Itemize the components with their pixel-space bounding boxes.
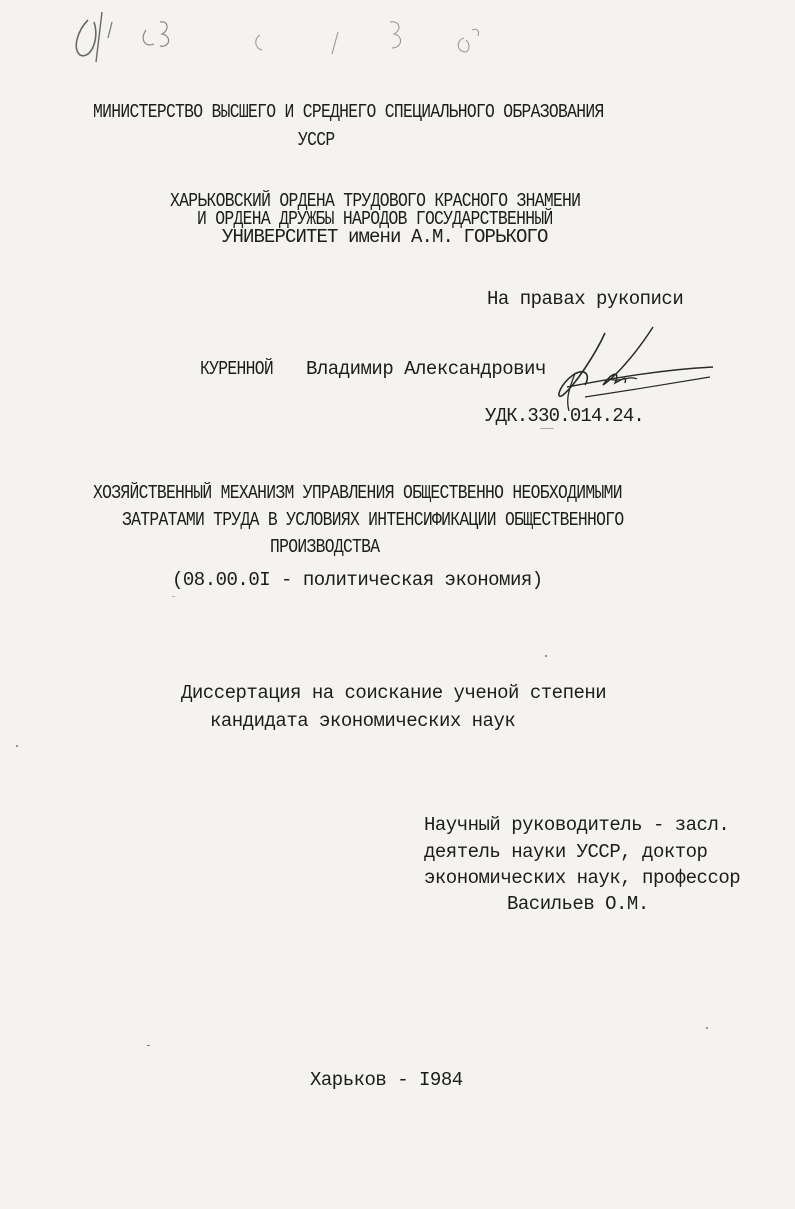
title-line-3: ПРОИЗВОДСТВА bbox=[270, 536, 380, 558]
ministry-line-1: МИНИСТЕРСТВО ВЫСШЕГО И СРЕДНЕГО СПЕЦИАЛЬНОГО ОБРАЗОВАНИЯ bbox=[93, 101, 604, 123]
pencil-annotation bbox=[60, 0, 500, 80]
university-line-3: УНИВЕРСИТЕТ имени А.М. ГОРЬКОГО bbox=[222, 226, 548, 248]
ministry-line-2: УССР bbox=[298, 129, 335, 151]
university-line-1: ХАРЬКОВСКИЙ ОРДЕНА ТРУДОВОГО КРАСНОГО ЗНАМЕНИ bbox=[170, 190, 581, 212]
title-line-1: ХОЗЯЙСТВЕННЫЙ МЕХАНИЗМ УПРАВЛЕНИЯ ОБЩЕСТВЕННО НЕОБХОДИМЫМИ bbox=[93, 482, 622, 504]
specialty-code: (08.00.0I - политическая экономия) bbox=[172, 569, 543, 591]
university-line-2: И ОРДЕНА ДРУЖБЫ НАРОДОВ ГОСУДАРСТВЕННЫЙ bbox=[197, 208, 553, 230]
title-line-2: ЗАТРАТАМИ ТРУДА В УСЛОВИЯХ ИНТЕНСИФИКАЦИИ ОБЩЕСТВЕННОГО bbox=[122, 509, 624, 531]
scan-speck bbox=[706, 1027, 708, 1029]
author-name: Владимир Александрович bbox=[306, 358, 546, 380]
scan-speck bbox=[540, 428, 554, 429]
udk-code: УДК.330.014.24. bbox=[485, 405, 645, 427]
dissertation-line-2: кандидата экономических наук bbox=[210, 710, 516, 732]
manuscript-note: На правах рукописи bbox=[487, 288, 684, 310]
dissertation-line-1: Диссертация на соискание ученой степени bbox=[181, 682, 607, 704]
supervisor-line-1: Научный руководитель - засл. bbox=[424, 814, 730, 836]
scan-speck bbox=[16, 745, 18, 747]
supervisor-line-4: Васильев О.М. bbox=[507, 893, 649, 915]
supervisor-line-2: деятель науки УССР, доктор bbox=[424, 841, 708, 863]
scan-speck bbox=[172, 596, 175, 597]
author-surname: КУРЕННОЙ bbox=[200, 358, 273, 380]
scan-speck bbox=[147, 1045, 150, 1046]
scan-speck bbox=[545, 655, 547, 657]
supervisor-line-3: экономических наук, профессор bbox=[424, 867, 741, 889]
city-year: Харьков - I984 bbox=[310, 1069, 463, 1091]
